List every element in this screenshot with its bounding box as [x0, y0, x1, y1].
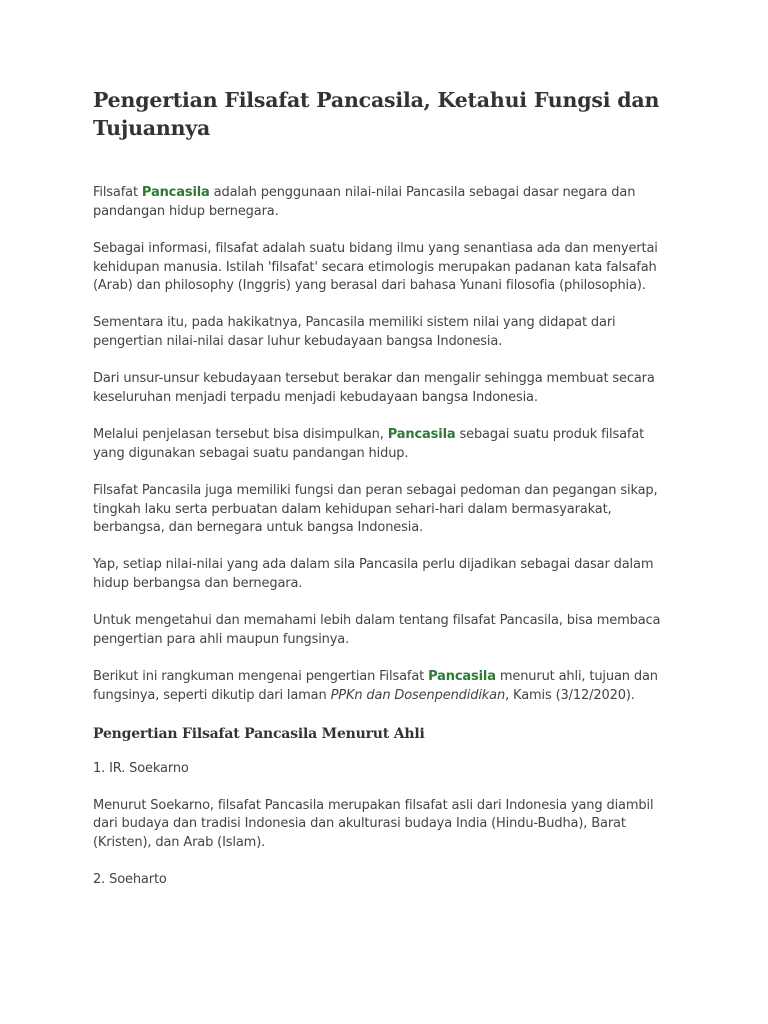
paragraph-kesimpulan	[93, 426, 676, 464]
pancasila-link[interactable]: Pancasila	[387, 426, 456, 442]
paragraph-hakikat: Sementara itu, pada hakikatnya, Pancasila memiliki sistem nilai yang didapat dari pengertian nilai-nilai dasar luhur kebudayaan bangsa Indonesia.	[93, 315, 616, 350]
article-title: Pengertian Filsafat Pancasila, Ketahui Fungsi dan Tujuannya	[93, 88, 660, 140]
paragraph-kebudayaan: Dari unsur-unsur kebudayaan tersebut berakar dan mengalir sehingga membuat secara keseluruhan menjadi terpadu menjadi kebudayaan bangsa Indonesia.	[93, 371, 655, 405]
list-item-soekarno: 1. IR. Soekarno	[93, 760, 189, 776]
paragraph-nilai: Yap, setiap nilai-nilai yang ada dalam sila Pancasila perlu dijadikan sebagai dasar dalam hidup berbangsa dan bernegara.	[93, 557, 654, 592]
pancasila-link[interactable]: Pancasila	[428, 668, 496, 684]
source-citation: PPKn dan Dosenpendidikan	[330, 687, 506, 703]
paragraph-memahami: Untuk mengetahui dan memahami lebih dalam tentang filsafat Pancasila, bisa membaca pengertian para ahli maupun fungsinya.	[93, 613, 661, 647]
pancasila-link[interactable]: Pancasila	[141, 185, 210, 200]
paragraph-text: , Kamis (3/12/2020).	[505, 687, 635, 703]
list-item-soeharto: 2. Soeharto	[93, 872, 167, 888]
paragraph-intro	[93, 184, 676, 222]
paragraph-soekarno: Menurut Soekarno, filsafat Pancasila merupakan filsafat asli dari Indonesia yang diambil dari budaya dan tradisi Indonesia dan akulturasi budaya India (Hindu-Budha), Barat (Kristen), dan Arab (Islam).	[93, 797, 654, 851]
paragraph-rangkuman	[93, 668, 676, 706]
paragraph-text: adalah penggunaan nilai-nilai Pancasila sebagai dasar negara dan pandangan hidup bernegara.	[93, 185, 636, 219]
paragraph-text: menurut ahli, tujuan dan fungsinya, seperti dikutip dari laman	[93, 668, 658, 703]
paragraph-text: Berikut ini rangkuman mengenai pengertian Filsafat	[93, 668, 429, 684]
paragraph-filsafat-definition: Sebagai informasi, filsafat adalah suatu bidang ilmu yang senantiasa ada dan menyertai kehidupan manusia. Istilah 'filsafat' secara etimologis merupakan padanan kata falsafah (Arab) dan philosophy (Inggris) yang berasal dari bahasa Yunani filosofia (philosophia).	[93, 240, 658, 294]
paragraph-fungsi: Filsafat Pancasila juga memiliki fungsi dan peran sebagai pedoman dan pegangan sikap, tingkah laku serta perbuatan dalam kehidupan sehari-hari dalam bermasyarakat, berbangsa, dan bernegara untuk bangsa Indonesia.	[93, 482, 658, 536]
paragraph-text: Melalui penjelasan tersebut bisa disimpulkan,	[93, 426, 388, 442]
paragraph-text: Filsafat	[93, 185, 142, 200]
section-heading: Pengertian Filsafat Pancasila Menurut Ahli	[93, 725, 425, 742]
paragraph-text: sebagai suatu produk filsafat yang digunakan sebagai suatu pandangan hidup.	[93, 426, 645, 461]
